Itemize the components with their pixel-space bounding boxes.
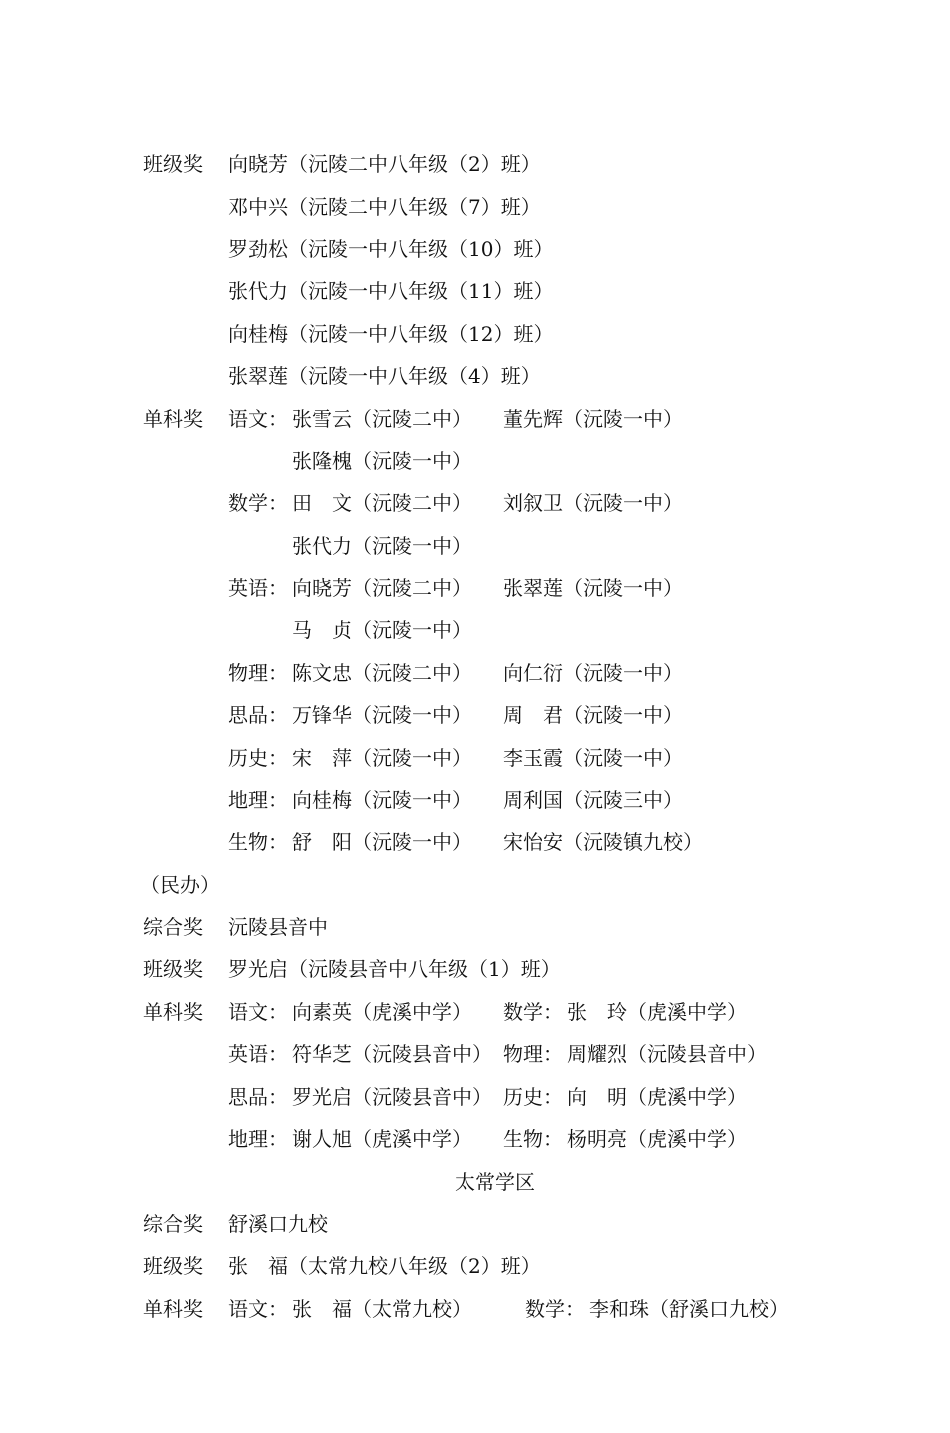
award-entry: 向桂梅（沅陵一中八年级（12）班） — [228, 322, 554, 346]
subject-label: 英语： — [228, 1042, 288, 1066]
award-entry: 张代力（沅陵一中八年级（11）班） — [228, 279, 554, 303]
subject-label: 地理： — [228, 788, 288, 812]
subject-label: 英语： — [228, 576, 288, 600]
subject-label: 数学： — [503, 1000, 563, 1024]
winner-entry: 万锋华（沅陵一中） — [292, 703, 472, 727]
subject-label: 数学： — [228, 491, 288, 515]
winner-entry: 周利国（沅陵三中） — [503, 788, 683, 812]
subject-label: 历史： — [228, 746, 288, 770]
winner-entry: 张代力（沅陵一中） — [292, 534, 472, 558]
award-category: 综合奖 — [143, 915, 203, 939]
award-category: 单科奖 — [143, 1297, 203, 1321]
winner-entry: 谢人旭（虎溪中学） — [292, 1127, 472, 1151]
award-entry: 张翠莲（沅陵一中八年级（4）班） — [228, 364, 541, 388]
winner-entry: 马 贞（沅陵一中） — [292, 618, 472, 642]
award-entry: 向晓芳（沅陵二中八年级（2）班） — [228, 152, 541, 176]
winner-entry: 舒 阳（沅陵一中） — [292, 830, 472, 854]
subject-label: 生物： — [228, 830, 288, 854]
award-entry: 张 福（太常九校八年级（2）班） — [228, 1254, 541, 1278]
subject-label: 思品： — [228, 1085, 288, 1109]
award-category: 综合奖 — [143, 1212, 203, 1236]
subject-label: 语文： — [228, 1000, 288, 1024]
subject-label: 物理： — [228, 661, 288, 685]
winner-entry: 向素英（虎溪中学） — [292, 1000, 472, 1024]
wrapped-text: （民办） — [140, 873, 220, 897]
winner-entry: 周耀烈（沅陵县音中） — [567, 1042, 767, 1066]
award-entry: 邓中兴（沅陵二中八年级（7）班） — [228, 195, 541, 219]
subject-label: 生物： — [503, 1127, 563, 1151]
winner-entry: 向晓芳（沅陵二中） — [292, 576, 472, 600]
winner-entry: 李和珠（舒溪口九校） — [589, 1297, 789, 1321]
winner-entry: 罗光启（沅陵县音中） — [292, 1085, 492, 1109]
subject-label: 历史： — [503, 1085, 563, 1109]
award-category: 单科奖 — [143, 1000, 203, 1024]
winner-entry: 宋怡安（沅陵镇九校） — [503, 830, 703, 854]
winner-entry: 张翠莲（沅陵一中） — [503, 576, 683, 600]
winner-entry: 向仁衍（沅陵一中） — [503, 661, 683, 685]
winner-entry: 张雪云（沅陵二中） — [292, 407, 472, 431]
winner-entry: 刘叙卫（沅陵一中） — [503, 491, 683, 515]
award-category: 班级奖 — [143, 152, 203, 176]
winner-entry: 杨明亮（虎溪中学） — [567, 1127, 747, 1151]
winner-entry: 张隆槐（沅陵一中） — [292, 449, 472, 473]
award-entry: 罗光启（沅陵县音中八年级（1）班） — [228, 957, 561, 981]
winner-entry: 董先辉（沅陵一中） — [503, 407, 683, 431]
subject-label: 数学： — [525, 1297, 585, 1321]
winner-entry: 周 君（沅陵一中） — [503, 703, 683, 727]
award-entry: 沅陵县音中 — [228, 915, 328, 939]
subject-label: 物理： — [503, 1042, 563, 1066]
winner-entry: 向桂梅（沅陵一中） — [292, 788, 472, 812]
winner-entry: 张 福（太常九校） — [292, 1297, 472, 1321]
winner-entry: 田 文（沅陵二中） — [292, 491, 472, 515]
winner-entry: 向 明（虎溪中学） — [567, 1085, 747, 1109]
subject-label: 地理： — [228, 1127, 288, 1151]
award-category: 单科奖 — [143, 407, 203, 431]
winner-entry: 李玉霞（沅陵一中） — [503, 746, 683, 770]
award-entry: 舒溪口九校 — [228, 1212, 328, 1236]
subject-label: 语文： — [228, 1297, 288, 1321]
subject-label: 语文： — [228, 407, 288, 431]
winner-entry: 宋 萍（沅陵一中） — [292, 746, 472, 770]
winner-entry: 陈文忠（沅陵二中） — [292, 661, 472, 685]
award-category: 班级奖 — [143, 1254, 203, 1278]
subject-label: 思品： — [228, 703, 288, 727]
award-category: 班级奖 — [143, 957, 203, 981]
section-heading: 太常学区 — [455, 1170, 535, 1194]
award-entry: 罗劲松（沅陵一中八年级（10）班） — [228, 237, 554, 261]
winner-entry: 张 玲（虎溪中学） — [567, 1000, 747, 1024]
winner-entry: 符华芝（沅陵县音中） — [292, 1042, 492, 1066]
